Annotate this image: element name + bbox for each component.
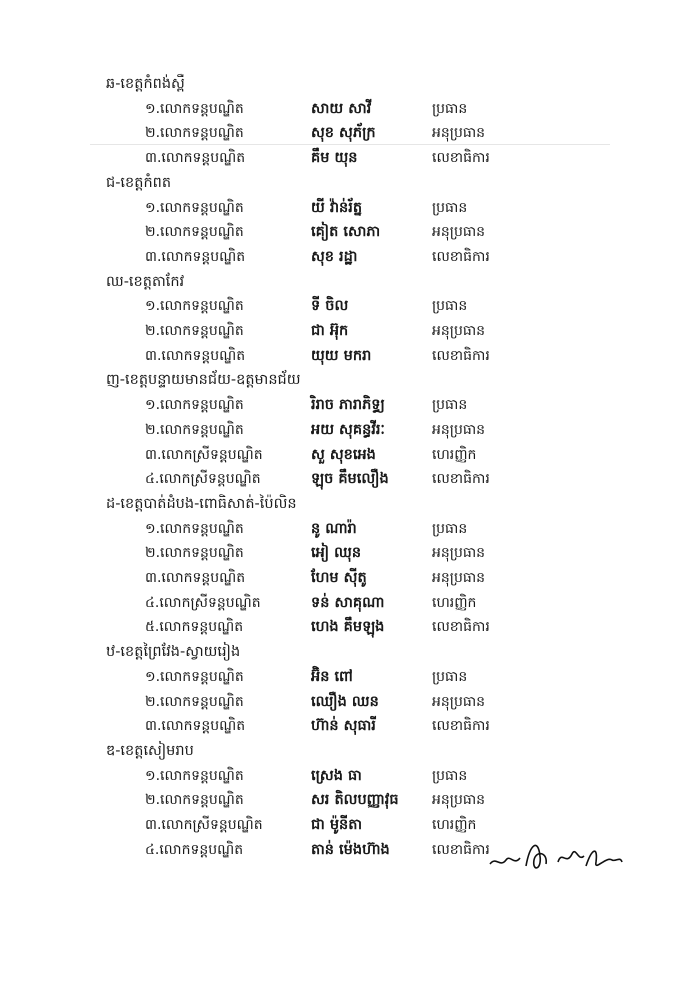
member-row	[0, 615, 694, 639]
member-row	[0, 517, 694, 541]
member-name: សរ តិលបញ្ញាវុធ	[311, 792, 399, 809]
member-row	[0, 245, 694, 269]
member-title: ៤.លោកស្រីទន្តបណ្ឌិត	[145, 594, 261, 611]
member-name: រិរាច ភារាភិទ្ធ្យ	[311, 397, 385, 414]
member-name: សុខ សុភ័ក្រ	[311, 125, 376, 142]
member-name: ទន់ សាគុណា	[311, 594, 385, 611]
member-name: ហេង គឹមឡុង	[311, 619, 385, 636]
member-row	[0, 97, 694, 121]
member-row	[0, 591, 694, 615]
member-title: ២.លោកទន្តបណ្ឌិត	[145, 224, 244, 241]
member-title: ៣.លោកទន្តបណ្ឌិត	[145, 570, 246, 586]
member-name: សាយ សាវី	[311, 100, 372, 117]
member-row	[0, 319, 694, 343]
member-row	[0, 418, 694, 442]
member-title: ១.លោកទន្តបណ្ឌិត	[145, 298, 244, 315]
member-role: ប្រធាន	[432, 767, 468, 784]
member-name: សុខ រដ្ឋា	[311, 248, 358, 265]
member-role: លេខាធិការ	[432, 471, 490, 488]
member-role: អនុប្រធាន	[432, 224, 486, 241]
section-heading: ឋ-ខេត្តព្រៃវែង-ស្វាយរៀង	[106, 644, 241, 661]
section-heading: ជ-ខេត្តកំពត	[106, 174, 172, 191]
member-title: ១.លោកទន្តបណ្ឌិត	[145, 668, 244, 685]
section-heading: ញ-ខេត្តបន្ទាយមានជ័យ-ឧត្តមានជ័យ	[106, 372, 301, 389]
member-row	[0, 813, 694, 837]
member-name: អ៊ិន ពៅ	[311, 668, 353, 685]
member-title: ១.លោកទន្តបណ្ឌិត	[145, 199, 244, 216]
section-heading: ឈ-ខេត្តតាកែវ	[106, 273, 185, 290]
member-name: ហ៊ាន់ សុធារី	[311, 718, 376, 735]
member-role: ប្រធាន	[432, 397, 468, 414]
member-row	[0, 690, 694, 714]
member-role: ប្រធាន	[432, 298, 468, 315]
member-title: ២.លោកទន្តបណ្ឌិត	[145, 125, 244, 142]
member-name: យី វ៉ាន់រ័ត្ន	[311, 199, 363, 216]
member-row	[0, 196, 694, 220]
member-title: ៣.លោកទន្តបណ្ឌិត	[145, 347, 246, 364]
member-title: ១.លោកទន្តបណ្ឌិត	[145, 520, 244, 537]
member-title: ១.លោកទន្តបណ្ឌិត	[145, 397, 244, 414]
member-role: ប្រធាន	[432, 668, 468, 685]
section-heading: ឆ-ខេត្តកំពង់ស្ពឺ	[106, 76, 185, 92]
member-title: ១.លោកទន្តបណ្ឌិត	[145, 767, 244, 784]
member-title: ៥.លោកទន្តបណ្ឌិត	[145, 619, 244, 636]
member-role: ប្រធាន	[432, 100, 468, 117]
member-row	[0, 467, 694, 491]
member-row	[0, 344, 694, 368]
member-role: អនុប្រធាន	[432, 421, 486, 438]
member-title: ៤.លោកស្រីទន្តបណ្ឌិត	[145, 471, 261, 488]
member-row	[0, 393, 694, 417]
member-title: ៣.លោកស្រីទន្តបណ្ឌិត	[145, 446, 263, 463]
member-title: ២.លោកទន្តបណ្ឌិត	[145, 323, 244, 339]
member-row	[0, 443, 694, 467]
member-name: ឈឿង ឈន	[311, 693, 379, 710]
member-title: ២.លោកទន្តបណ្ឌិត	[145, 792, 244, 809]
member-row	[0, 566, 694, 590]
member-role: ហេរញ្ញិក	[432, 446, 477, 463]
member-role: លេខាធិការ	[432, 150, 490, 167]
member-role: អនុប្រធាន	[432, 545, 486, 562]
member-role: លេខាធិការ	[432, 347, 490, 364]
member-name: អយ សុគន្ធវីរៈ	[311, 421, 385, 438]
member-role: លេខាធិការ	[432, 619, 490, 636]
member-name: តាន់ ម៉េងហ៊ាង	[311, 841, 390, 858]
member-row	[0, 220, 694, 244]
member-title: ៣.លោកទន្តបណ្ឌិត	[145, 248, 246, 265]
member-row	[0, 294, 694, 318]
member-role: លេខាធិការ	[432, 841, 490, 858]
member-row	[0, 121, 694, 145]
member-title: ២.លោកទន្តបណ្ឌិត	[145, 693, 244, 710]
member-role: ហេរញ្ញិក	[432, 817, 477, 833]
member-name: ទី ចិល	[311, 298, 349, 315]
member-role: អនុប្រធាន	[432, 792, 486, 809]
member-title: ៣.លោកទន្តបណ្ឌិត	[145, 150, 246, 167]
member-role: លេខាធិការ	[432, 718, 490, 735]
member-role: ប្រធាន	[432, 520, 468, 537]
member-role: អនុប្រធាន	[432, 323, 486, 339]
member-name: ជា ម៉ូនីតា	[311, 817, 363, 833]
member-name: គឹម យុន	[311, 150, 358, 167]
member-title: ៣.លោកទន្តបណ្ឌិត	[145, 718, 246, 735]
member-title: ២.លោកទន្តបណ្ឌិត	[145, 421, 244, 438]
member-title: ១.លោកទន្តបណ្ឌិត	[145, 100, 244, 117]
member-role: អនុប្រធាន	[432, 125, 486, 142]
member-row	[0, 788, 694, 812]
section-heading: ឌ-ខេត្តសៀមរាប	[106, 742, 194, 759]
member-row	[0, 838, 694, 862]
member-name: សួ សុខអេង	[311, 446, 376, 463]
section-heading: ដ-ខេត្តបាត់ដំបង-ពោធិសាត់-ប៉ៃលិន	[106, 495, 297, 512]
member-row	[0, 146, 694, 170]
member-row	[0, 764, 694, 788]
member-name: គៀត សោភា	[311, 224, 381, 241]
member-title: ៤.លោកទន្តបណ្ឌិត	[145, 841, 244, 858]
member-role: ហេរញ្ញិក	[432, 594, 477, 611]
member-name: ស្រេង ធា	[311, 767, 362, 784]
member-title: ២.លោកទន្តបណ្ឌិត	[145, 545, 244, 562]
member-row	[0, 665, 694, 689]
member-role: អនុប្រធាន	[432, 570, 486, 586]
member-role: លេខាធិការ	[432, 248, 490, 265]
member-name: យុយ មករា	[311, 347, 372, 364]
member-row	[0, 714, 694, 738]
member-name: ឡុច គឹមលឿង	[311, 471, 389, 488]
member-row	[0, 541, 694, 565]
member-name: ជា អ៊ុក	[311, 323, 349, 339]
member-role: ប្រធាន	[432, 199, 468, 216]
member-name: អៀ ឈុន	[311, 545, 362, 562]
member-name: នូ ណារ៉ា	[311, 520, 357, 537]
member-title: ៣.លោកស្រីទន្តបណ្ឌិត	[145, 817, 263, 833]
member-name: ហែម ស៊ីតូ	[311, 570, 367, 586]
member-role: អនុប្រធាន	[432, 693, 486, 710]
